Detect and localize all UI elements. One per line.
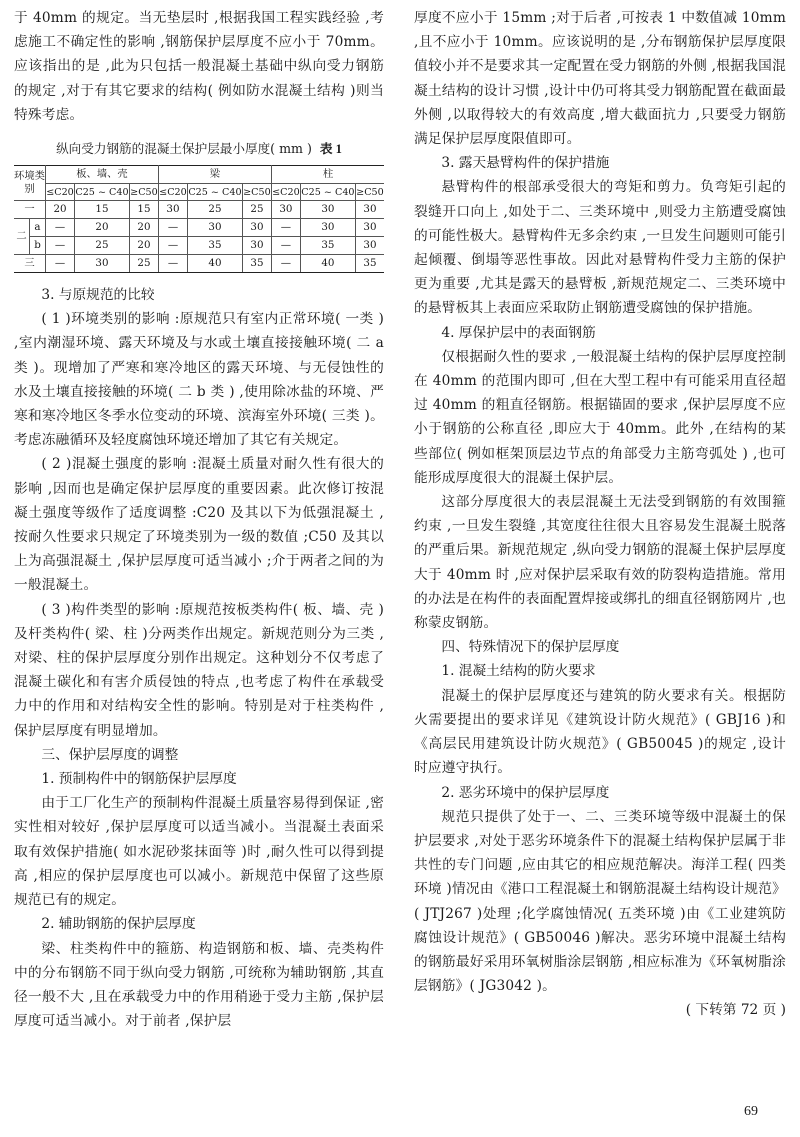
table-cell: 20 [129,237,158,255]
grade-header: C25 ~ C40 [74,184,129,201]
table-cell: — [158,219,187,237]
group-header-beam: 梁 [158,166,271,184]
table-cell: 35 [300,237,355,255]
table-cell: 35 [187,237,242,255]
section-heading: 3. 露天悬臂构件的保护措施 [441,155,610,172]
table-cell: 15 [129,201,158,219]
body-paragraph: 厚度不应小于 15mm ;对于后者 ,可按表 1 中数值减 10mm ,且不应小于 10mm。应该说明的是 ,分布钢筋保护层厚度限值较小并不是要求其一定配置在受力钢筋的外侧 ,根据我国混凝土结构的设计习惯 ,设计中仍可将其受力钢筋配置在截面最外侧 ,以取得较大的有效高度 ,增大截面抗力 ,只要受力钢筋满足保护层厚度限值即可。 [414,10,786,148]
table-cell: — [46,237,75,255]
env-cell: 二 [14,219,30,255]
body-paragraph: 悬臂构件的根部承受很大的弯矩和剪力。负弯矩引起的裂缝开口向上 ,如处于二、三类环境中 ,则受力主筋遭受腐蚀的可能性极大。悬臂构件无多余约束 ,一旦发生问题则可能引起倾覆、倒塌等恶性事故。因此对悬臂构件受力主筋的保护更为重要 ,尤其是露天的悬臂板 ,新规范规定二、三类环境中的悬臂板其上表面应采取防止钢筋遭受腐蚀的保护措施。 [414,179,786,317]
grade-header: ≤C20 [46,184,75,201]
grade-header: ≤C20 [271,184,300,201]
table-row [14,201,384,219]
table-cell: 30 [242,219,271,237]
env-header: 环境类别 [14,166,46,201]
table-cell: 30 [300,219,355,237]
table-cell: 20 [129,219,158,237]
table-caption [14,139,384,159]
table-cell: 30 [74,255,129,273]
left-column [14,6,384,1033]
table-cell: — [271,237,300,255]
table-cell: 30 [187,219,242,237]
table-cell: 25 [129,255,158,273]
grade-header: ≥C50 [129,184,158,201]
table-row [14,237,384,255]
body-paragraph: 规范只提供了处于一、二、三类环境等级中混凝土的保护层要求 ,对处于恶劣环境条件下的混凝土结构保护层属于非共性的专门问题 ,应由其它的相应规范解决。海洋工程( 四类环境 )情况由《港口工程混凝土和钢筋混凝土结构设计规范》( JTJ267 )处理 ;化学腐蚀情况( 五类环境 )由《工业建筑防腐蚀设计规范》( GB50046 )解决。恶劣环境中混凝土结构的钢筋最好采用环氧树脂涂层钢筋 ,相应标准为《环氧树脂涂层钢筋》( JG3042 )。 [414,808,786,995]
table-cell: 40 [300,255,355,273]
table-cell: 40 [187,255,242,273]
table-cell: 30 [355,219,384,237]
group-header-column: 柱 [271,166,384,184]
cover-thickness-table [14,165,384,273]
table-cell: 30 [355,237,384,255]
table-cell: 25 [187,201,242,219]
table-cell: 20 [74,219,129,237]
section-heading: 1. 预制构件中的钢筋保护层厚度 [41,771,237,788]
table-cell: — [46,255,75,273]
table-cell: — [46,219,75,237]
page-number: 69 [744,1104,758,1119]
table-cell: 30 [158,201,187,219]
section-heading: 2. 辅助钢筋的保护层厚度 [41,916,196,933]
env-cell: 一 [14,201,46,219]
body-paragraph: ( 1 )环境类别的影响 :原规范只有室内正常环境( 一类 ) ,室内潮湿环境、露天环境及与水或土壤直接接触环境( 二 a 类 )。现增加了严寒和寒冷地区的露天环境、与无侵蚀性的水及土壤直接接触的环境( 二 b 类 ) ,使用除冰盐的环境、严寒和寒冷地区冬季水位变动的环境、滨海室外环境( 三类 )。考虑冻融循环及轻度腐蚀环境还增加了其它有关规定。 [14,311,384,449]
table-cell: 15 [74,201,129,219]
body-paragraph: ( 2 )混凝土强度的影响 :混凝土质量对耐久性有很大的影响 ,因而也是确定保护层厚度的重要因素。此次修订按混凝土强度等级作了适度调整 :C20 及其以下为低强混凝土 ,按耐久性要求只规定了环境类别为一级的数值 ;C50 及其以上为高强混凝土 ,保护层厚度可适当减小 ;介于两者之间的为一般混凝土。 [14,456,384,594]
env-sub-cell: b [30,237,46,255]
grade-header: ≥C50 [355,184,384,201]
group-header-slab: 板、墙、壳 [46,166,159,184]
right-column [414,6,786,1023]
body-paragraph: 仅根据耐久性的要求 ,一般混凝土结构的保护层厚度控制在 40mm 的范围内即可 ,但在大型工程中有可能采用直径超过 40mm 的粗直径钢筋。根据锚固的要求 ,保护层厚度不应小于钢筋的公称直径 ,即应大于 40mm。此外 ,在结构的某些部位( 例如框架顶层边节点的角部受力主筋弯弧处 ) ,也可能形成厚度很大的混凝土保护层。 [414,348,786,486]
table-cell: 20 [46,201,75,219]
section-heading: 2. 恶劣环境中的保护层厚度 [441,784,610,801]
section-heading: 三、保护层厚度的调整 [41,746,179,763]
body-paragraph: 由于工厂化生产的预制构件混凝土质量容易得到保证 ,密实性相对较好 ,保护层厚度可以适当减小。当混凝土表面采取有效保护措施( 如水泥砂浆抹面等 )时 ,耐久性可以得到提高 ,相应的保护层厚度也可以减小。新规范中保留了这些原规范已有的规定。 [14,795,384,909]
body-paragraph: 混凝土的保护层厚度还与建筑的防火要求有关。根据防火需要提出的要求详见《建筑设计防火规范》( GBJ16 )和《高层民用建筑设计防火规范》( GB50045 )的规定 ,设计时应遵守执行。 [414,687,786,777]
table-number: 表 1 [319,142,342,157]
grade-header: ≥C50 [242,184,271,201]
table-cell: 30 [271,201,300,219]
table-cell: 25 [74,237,129,255]
body-paragraph: ( 3 )构件类型的影响 :原规范按板类构件( 板、墙、壳 )及杆类构件( 梁、柱 )分两类作出规定。新规范则分为三类 ,对梁、柱的保护层厚度分别作出规定。这种划分不仅考虑了混凝土碳化和有害介质侵蚀的特点 ,也考虑了构件在承载受力中的作用和对结构安全性的影响。特别是对于柱类构件 ,保护层厚度有明显增加。 [14,601,384,739]
table-cell: — [271,219,300,237]
table-header-row [14,166,384,184]
table-cell: 30 [355,201,384,219]
table-row [14,255,384,273]
table-cell: 25 [242,201,271,219]
table-cell: — [158,255,187,273]
section-heading: 四、特殊情况下的保护层厚度 [441,639,620,656]
intro-paragraph: 于 40mm 的规定。当无垫层时 ,根据我国工程实践经验 ,考虑施工不确定性的影响 ,钢筋保护层厚度不应小于 70mm。应该指出的是 ,此为只包括一般混凝土基础中纵向受力钢筋的规定 ,对于有其它要求的结构( 例如防水混凝土结构 )则当特殊考虑。 [14,10,384,123]
table-row [14,219,384,237]
grade-header: C25 ~ C40 [300,184,355,201]
section-heading: 4. 厚保护层中的表面钢筋 [441,324,596,341]
continued-note: ( 下转第 72 页 ) [685,1002,786,1019]
body-paragraph: 梁、柱类构件中的箍筋、构造钢筋和板、墙、壳类构件中的分布钢筋不同于纵向受力钢筋 ,可统称为辅助钢筋 ,其直径一般不大 ,且在承载受力中的作用稍逊于受力主筋 ,保护层厚度可适当减小。对于前者 ,保护层 [14,940,384,1030]
env-sub-cell: a [30,219,46,237]
table-cell: 30 [242,237,271,255]
section-heading: 1. 混凝土结构的防火要求 [441,663,596,680]
table-cell: — [271,255,300,273]
body-paragraph: 这部分厚度很大的表层混凝土无法受到钢筋的有效围箍约束 ,一旦发生裂缝 ,其宽度往往很大且容易发生混凝土脱落的严重后果。新规范规定 ,纵向受力钢筋的混凝土保护层厚度大于 40mm 时 ,应对保护层采取有效的防裂构造措施。常用的办法是在构件的表面配置焊接或绑扎的细直径钢筋网片 ,也称蒙皮钢筋。 [414,494,786,632]
grade-header: ≤C20 [158,184,187,201]
grade-header-row [14,184,384,201]
grade-header: C25 ~ C40 [187,184,242,201]
section-heading: 3. 与原规范的比较 [41,287,155,304]
table-cell: 35 [355,255,384,273]
table-cell: 30 [300,201,355,219]
table-cell: 35 [242,255,271,273]
env-cell: 三 [14,255,46,273]
table-title: 纵向受力钢筋的混凝土保护层最小厚度( mm ) [56,141,312,157]
table-cell: — [158,237,187,255]
